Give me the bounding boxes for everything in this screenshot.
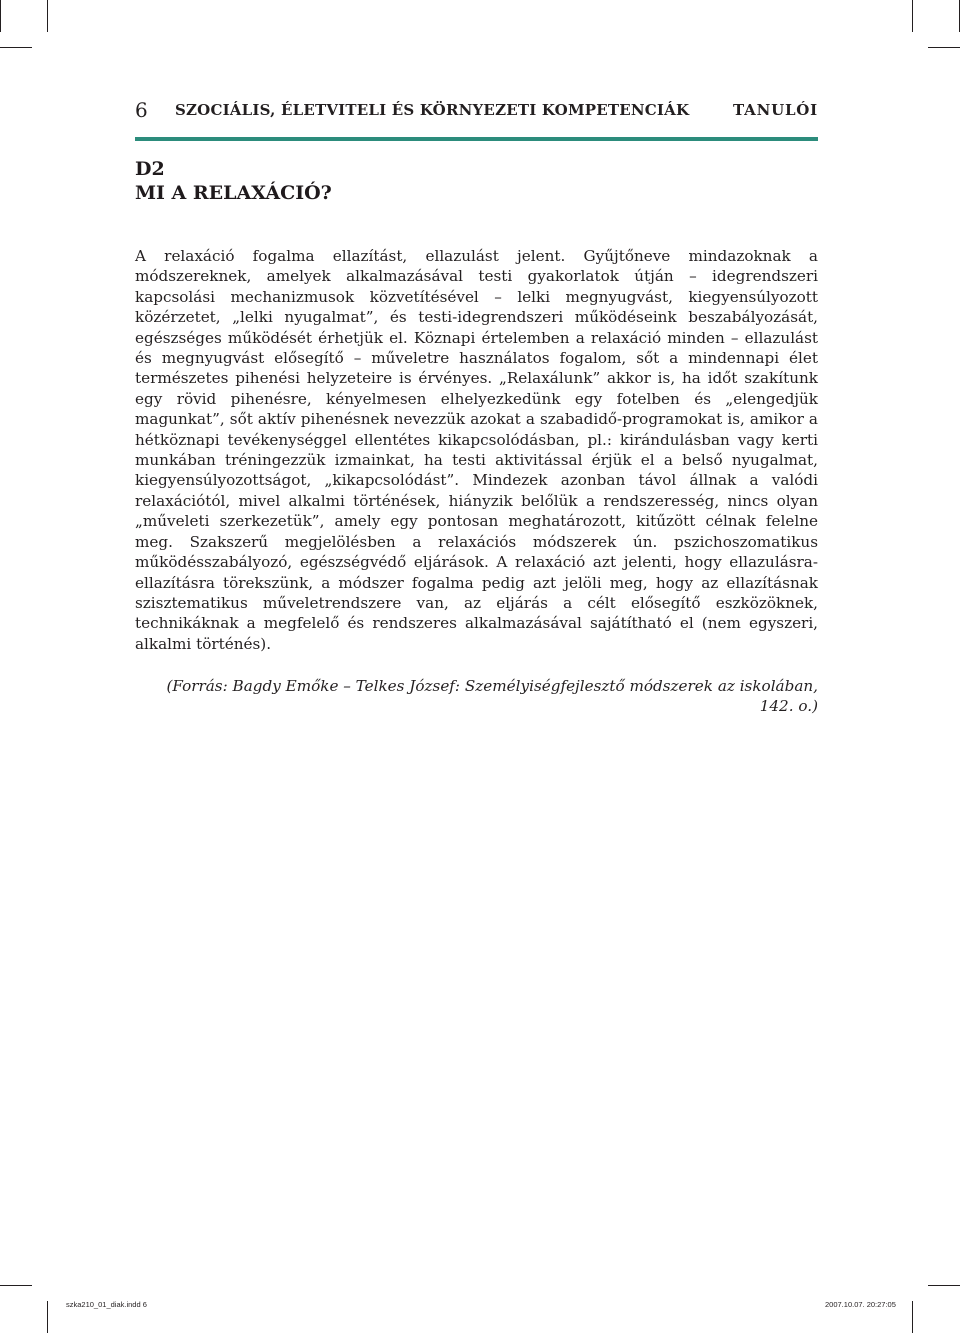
crop-mark xyxy=(0,1285,32,1286)
crop-mark xyxy=(928,47,960,48)
source-citation: (Forrás: Bagdy Emőke – Telkes József: Személyiségfejlesztő módszerek az iskolában, 142. o.) xyxy=(166,677,818,715)
crop-mark xyxy=(47,0,48,32)
running-title: SZOCIÁLIS, ÉLETVITELI ÉS KÖRNYEZETI KOMPETENCIÁK xyxy=(175,101,690,119)
running-section: TANULÓI xyxy=(732,101,818,119)
crop-mark xyxy=(0,47,32,48)
slug-file: szka210_01_diak.indd 6 xyxy=(66,1300,147,1309)
slug-timestamp: 2007.10.07. 20:27:05 xyxy=(825,1300,896,1309)
body-paragraph: A relaxáció fogalma ellazítást, ellazulást jelent. Gyűjtőneve mindazoknak a módszereknek, amelyek alkalmazásával testi gyakorlatok útján – idegrendszeri kapcsolási mechanizmusok közvetítésével – lelki megnyugvást, kiegyensúlyozott közérzetet, „lelki nyugalmat”, és testi-idegrendszeri működéseink beszabályozását, egészséges működését érhetjük el. Köznapi értelemben a relaxáció minden – ellazulást és megnyugvást elősegítő – műveletre használatos fogalom, sőt a mindennapi élet természetes pihenési helyzeteire is érvényes. „Relaxálunk” akkor is, ha időt szakítunk egy rövid pihenésre, kényelmesen elhelyezkedünk egy fotelben és „elengedjük magunkat”, sőt aktív pihenésnek nevezzük azokat a szabadidő-programokat is, amikor a hétköznapi tevékenységgel ellentétes kikapcsolódásban, pl.: kirándulásban vagy kerti munkában tréningezzük izmainkat, ha testi aktivitással érjük el a belső nyugalmat, kiegyensúlyozottságot, „kikapcsolódást”. Mindezek azonban távol állnak a valódi relaxációtól, mivel alkalmi történések, hiányzik belőlük a rendszeresség, nincs olyan „műveleti szerkezetük”, amely egy pontosan meghatározott, kitűzött célnak felelne meg. Szakszerű megjelölésben a relaxációs módszerek ún. pszichoszomatikus működésszabályozó, egészségvédő eljárások. A relaxáció azt jelenti, hogy ellazulásra-ellazításra törekszünk, a módszer fogalma pedig azt jelöli meg, hogy az ellazításnak szisztematikus műveletrendszere van, az eljárás a célt elősegítő eszközöknek, technikáknak a megfelelő és rendszeres alkalmazásával sajátítható el (nem egyszeri, alkalmi történés). xyxy=(135,247,818,653)
header-rule xyxy=(135,137,818,141)
page-number: 6 xyxy=(135,98,148,122)
section-title: MI A RELAXÁCIÓ? xyxy=(135,182,332,204)
crop-mark xyxy=(47,1301,48,1333)
crop-mark xyxy=(0,0,1,32)
crop-mark xyxy=(928,1285,960,1286)
crop-mark xyxy=(912,1301,913,1333)
section-code: D2 xyxy=(135,158,165,180)
running-header xyxy=(135,97,818,127)
crop-mark xyxy=(912,0,913,32)
